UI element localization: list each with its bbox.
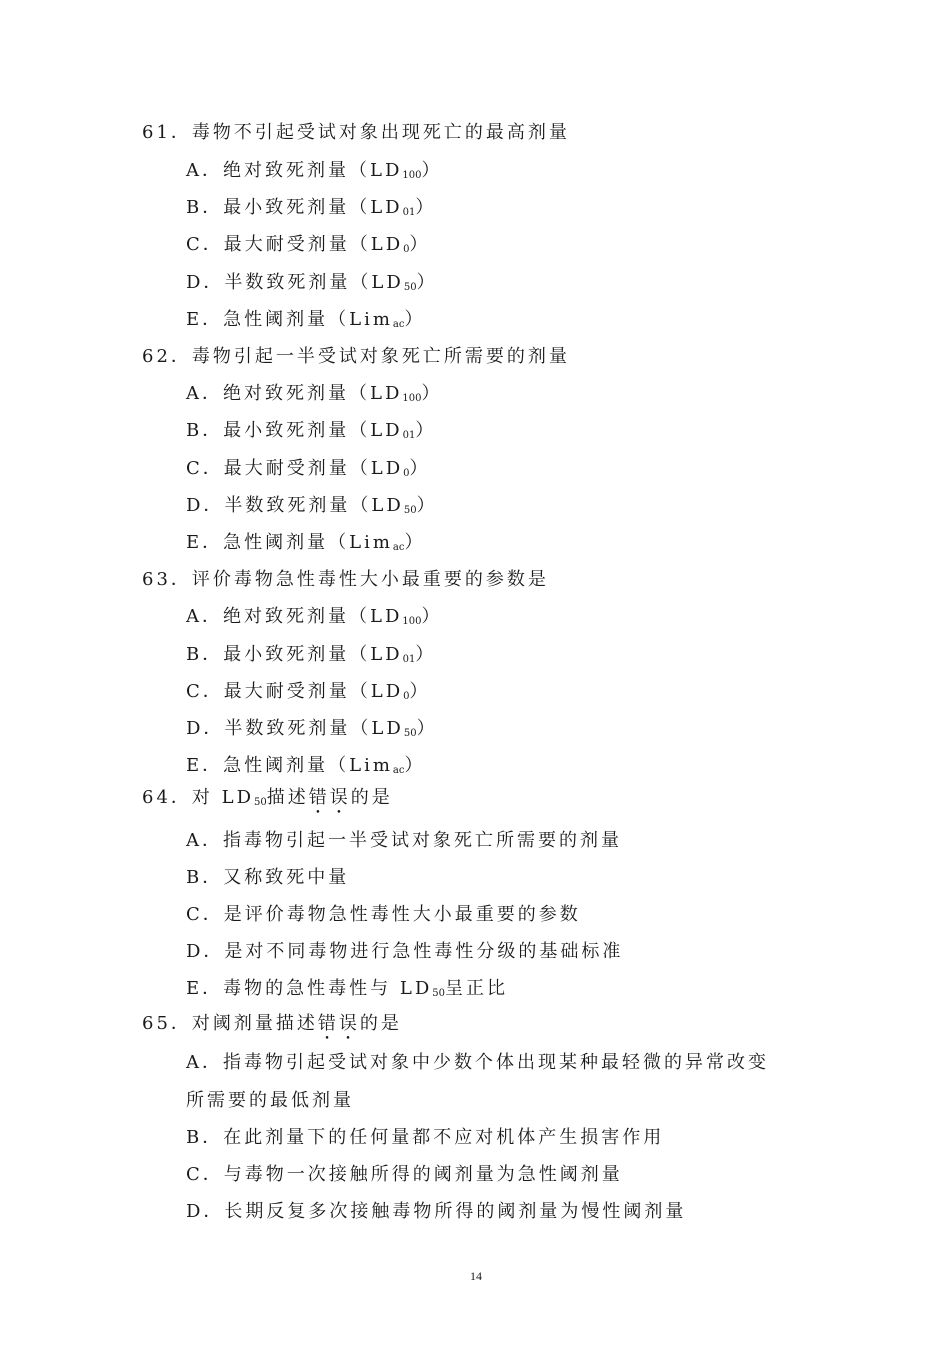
question-63-option-c: C．最大耐受剂量$(LD_0)$ — [186, 681, 431, 702]
question-63-option-a: A．绝对致死剂量$(LD_{100})$ — [186, 606, 443, 627]
question-61-option-b: B．最小致死剂量$(LD_{01})$ — [186, 197, 437, 218]
question-63-stem: 63．评价毒物急性毒性大小最重要的参数是 — [142, 569, 549, 590]
question-62-option-c: C．最大耐受剂量$(LD_0)$ — [186, 458, 431, 479]
question-64-stem: 64．对 $LD_{50}$描述错误的是 — [142, 787, 393, 808]
emphasized-word: 错误 — [317, 1013, 360, 1034]
question-65-option-d: D．长期反复多次接触毒物所得的阈剂量为慢性阈剂量 — [186, 1201, 687, 1222]
question-65-option-c: C．与毒物一次接触所得的阈剂量为急性阈剂量 — [186, 1164, 623, 1185]
question-61-option-d: D．半数致死剂量$(LD_{50})$ — [186, 272, 438, 293]
question-61-option-c: C．最大耐受剂量$(LD_0)$ — [186, 234, 431, 255]
question-65-stem: 65．对阈剂量描述错误的是 — [142, 1013, 402, 1034]
question-65-option-a-line1: A．指毒物引起受试对象中少数个体出现某种最轻微的异常改变 — [186, 1052, 769, 1073]
question-61-option-e: E．急性阈剂量（Lim$_{ac}$） — [186, 309, 426, 330]
question-62-option-e: E．急性阈剂量（Lim$_{ac}$） — [186, 532, 426, 553]
question-63-option-d: D．半数致死剂量$(LD_{50})$ — [186, 718, 438, 739]
question-62-option-b: B．最小致死剂量$(LD_{01})$ — [186, 420, 437, 441]
question-64-option-c: C．是评价毒物急性毒性大小最重要的参数 — [186, 904, 581, 925]
question-63-option-e: E．急性阈剂量（Lim$_{ac}$） — [186, 755, 426, 776]
emphasized-word: 错误 — [308, 787, 351, 808]
page-number: 14 — [470, 1269, 482, 1283]
question-64-option-b: B．又称致死中量 — [186, 867, 350, 888]
question-61-stem: 61．毒物不引起受试对象出现死亡的最高剂量 — [142, 122, 570, 143]
question-64-option-d: D．是对不同毒物进行急性毒性分级的基础标准 — [186, 941, 624, 962]
question-64-option-e: E．毒物的急性毒性与 $LD_{50}$呈正比 — [186, 978, 508, 999]
question-62-stem: 62．毒物引起一半受试对象死亡所需要的剂量 — [142, 346, 570, 367]
question-65-option-b: B．在此剂量下的任何量都不应对机体产生损害作用 — [186, 1127, 665, 1148]
question-63-option-b: B．最小致死剂量$(LD_{01})$ — [186, 644, 437, 665]
question-62-option-a: A．绝对致死剂量$(LD_{100})$ — [186, 383, 443, 404]
question-64-option-a: A．指毒物引起一半受试对象死亡所需要的剂量 — [186, 830, 622, 851]
question-65-option-a-line2: 所需要的最低剂量 — [186, 1090, 354, 1111]
question-61-option-a: A．绝对致死剂量$(LD_{100})$ — [186, 160, 443, 181]
question-62-option-d: D．半数致死剂量$(LD_{50})$ — [186, 495, 438, 516]
